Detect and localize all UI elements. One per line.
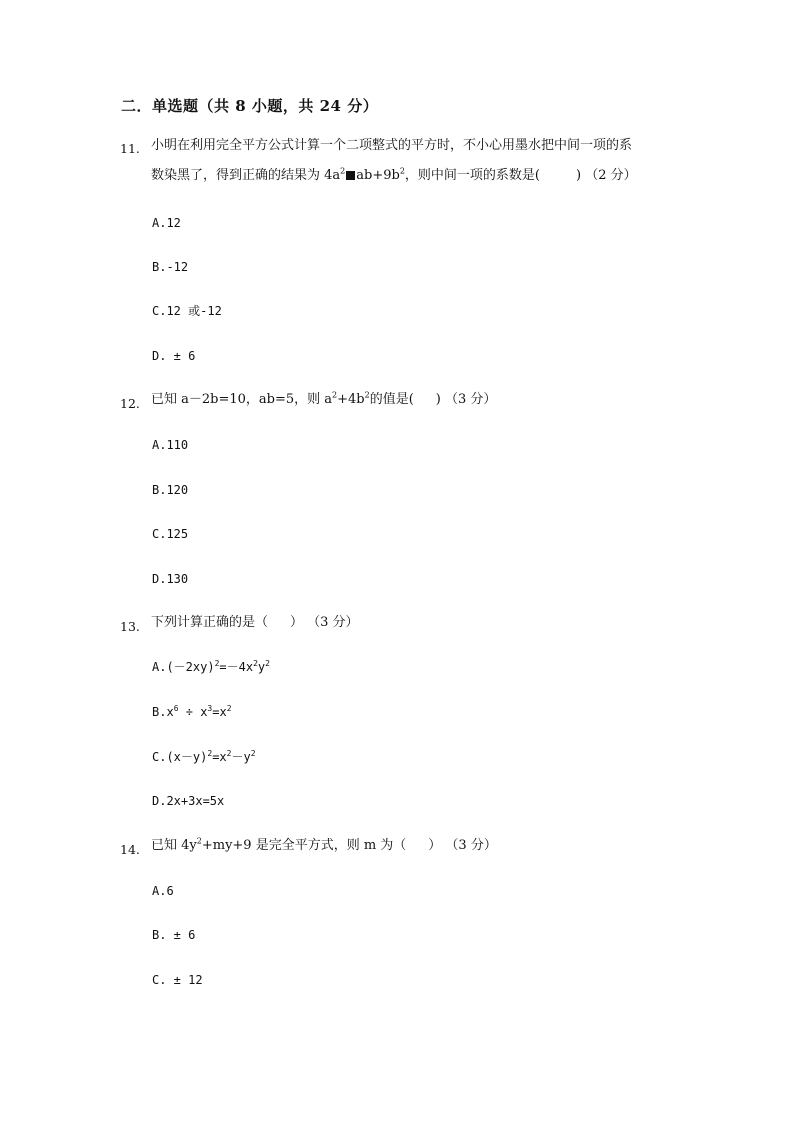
question-12-text-b: +4b [337, 392, 365, 407]
option-12-a: A.110 [152, 438, 189, 452]
question-11-text-c: ，则中间一项的系数是( [404, 168, 540, 183]
option-13-b-part: =x [212, 705, 227, 719]
option-13-a-part: A.(－2xy) [152, 660, 215, 674]
option-13-b-part: B.x [152, 705, 174, 719]
question-11-line-1: 小明在利用完全平方公式计算一个二项整式的平方时，不小心用墨水把中间一项的系 [151, 138, 633, 153]
option-13-b [152, 704, 232, 720]
exponent: 6 [173, 704, 179, 713]
option-13-c-part: C.(x－y) [152, 750, 208, 764]
option-14-c: C. ± 12 [152, 973, 203, 987]
question-12-text-a: 已知 a－2b=10，ab=5，则 a [151, 392, 333, 407]
exponent: 2 [253, 659, 258, 668]
option-13-a-part: y [257, 660, 266, 674]
question-11-text-d: ) （2 分） [575, 168, 637, 183]
question-11-line-2 [151, 167, 637, 185]
ink-blot [346, 171, 355, 180]
question-13-line [151, 614, 359, 632]
exponent: 2 [332, 390, 338, 400]
exponent: 2 [226, 749, 232, 758]
option-11-d: D. ± 6 [152, 349, 196, 363]
question-12-text-c: 的值是( [369, 392, 414, 407]
option-13-d: D.2x+3x=5x [152, 794, 225, 808]
exponent: 2 [226, 704, 232, 713]
exponent: 2 [399, 166, 405, 176]
question-11-text-b: ab+9b [356, 168, 400, 183]
question-number-14: 14. [120, 842, 140, 857]
question-13-text-b: ） （3 分） [290, 615, 359, 630]
option-13-c-part: －y [231, 750, 251, 764]
section-title: 二．单选题（共 8 小题，共 24 分） [121, 97, 379, 115]
question-12-text-d: ) （3 分） [435, 392, 497, 407]
option-12-c: C.125 [152, 527, 189, 541]
question-number-12: 12. [120, 396, 140, 411]
question-number-13: 13. [120, 619, 140, 634]
question-14-text-c: ） （3 分） [428, 838, 497, 853]
exponent: 2 [364, 390, 370, 400]
question-13-text-a: 下列计算正确的是（ [151, 615, 269, 630]
option-11-b: B.-12 [152, 260, 189, 274]
exponent: 2 [340, 166, 346, 176]
question-14-text-b: +my+9 是完全平方式，则 m 为（ [201, 838, 407, 853]
exponent: 3 [207, 704, 213, 713]
exponent: 2 [265, 659, 270, 668]
question-12-line [151, 391, 496, 409]
option-14-b: B. ± 6 [152, 928, 196, 942]
exponent: 2 [207, 749, 213, 758]
option-13-c-part: =x [212, 750, 227, 764]
exponent: 2 [214, 659, 220, 668]
option-12-b: B.120 [152, 483, 189, 497]
option-14-a: A.6 [152, 884, 174, 898]
option-12-d: D.130 [152, 572, 189, 586]
option-13-c [152, 749, 256, 765]
option-13-a-part: =－4x [219, 660, 254, 674]
exponent: 2 [250, 749, 256, 758]
question-14-line [151, 837, 497, 855]
question-11-text-a: 数染黑了，得到正确的结果为 4a [151, 168, 341, 183]
question-14-text-a: 已知 4y [151, 838, 197, 853]
option-11-a: A.12 [152, 216, 181, 230]
exponent: 2 [196, 836, 202, 846]
option-13-a [152, 659, 270, 675]
option-13-b-part: ÷ x [178, 705, 208, 719]
option-11-c: C.12 或-12 [152, 304, 222, 318]
question-number-11: 11. [120, 141, 140, 156]
